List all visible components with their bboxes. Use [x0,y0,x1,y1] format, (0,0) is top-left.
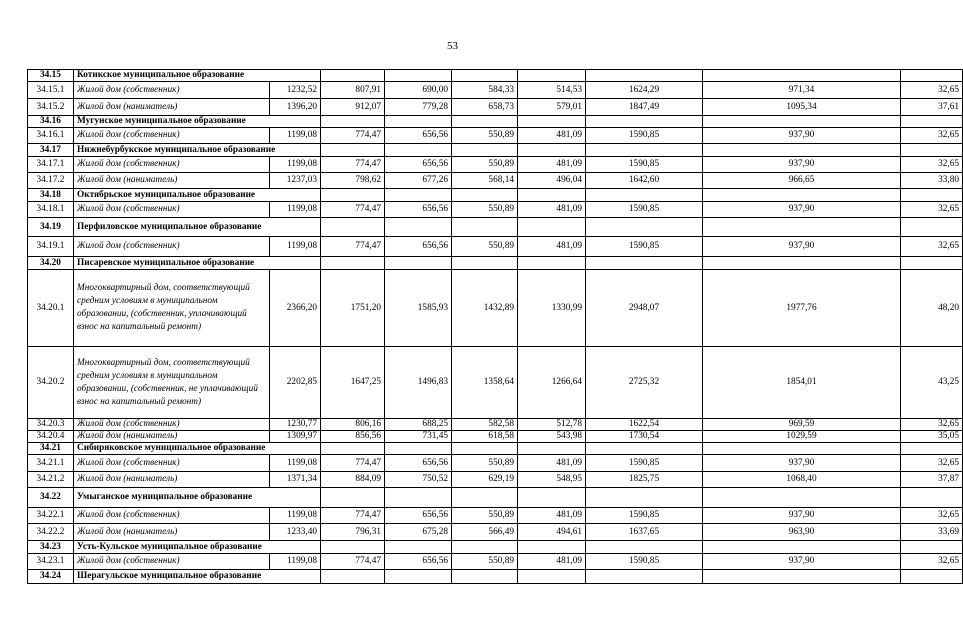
row-code: 34.20.4 [28,431,74,443]
value-cell: 912,07 [321,99,385,116]
table-row [28,508,963,524]
empty-cell [901,70,963,82]
section-title: Перфиловское муниципальное образование [74,218,321,237]
row-code: 34.15.1 [28,82,74,99]
value-cell: 1232,52 [270,82,321,99]
row-code: 34.19.1 [28,237,74,257]
value-cell: 963,90 [703,524,901,541]
value-cell: 37,87 [901,472,963,488]
empty-cell [586,116,703,128]
value-cell: 774,47 [321,128,385,144]
value-cell: 1730,54 [586,431,703,443]
empty-cell [321,70,385,82]
empty-cell [518,257,586,270]
empty-cell [321,189,385,202]
value-cell: 1590,85 [586,455,703,472]
table-row [28,524,963,541]
empty-cell [452,70,518,82]
value-cell: 550,89 [452,237,518,257]
value-cell: 35,05 [901,431,963,443]
table-body [28,70,963,584]
value-cell: 496,04 [518,173,586,189]
value-cell: 779,28 [385,99,452,116]
value-cell: 1095,34 [703,99,901,116]
row-code: 34.23.1 [28,554,74,570]
value-cell: 1642,60 [586,173,703,189]
table-row [28,128,963,144]
section-title: Нижнебурбукское муниципальное образование [74,144,321,157]
section-title: Мугунское муниципальное образование [74,116,321,128]
value-cell: 937,90 [703,237,901,257]
empty-cell [385,70,452,82]
section-row [28,570,963,584]
row-description: Жилой дом (наниматель) [74,431,270,443]
value-cell: 494,61 [518,524,586,541]
empty-cell [321,541,385,554]
row-description: Жилой дом (собственник) [74,419,270,431]
value-cell: 481,09 [518,157,586,173]
empty-cell [321,218,385,237]
empty-cell [518,189,586,202]
empty-cell [901,488,963,508]
value-cell: 1199,08 [270,508,321,524]
value-cell: 675,28 [385,524,452,541]
value-cell: 1854,01 [703,347,901,419]
value-cell: 1637,65 [586,524,703,541]
empty-cell [385,488,452,508]
row-code: 34.21.1 [28,455,74,472]
empty-cell [385,144,452,157]
empty-cell [452,144,518,157]
empty-cell [452,257,518,270]
empty-cell [703,70,901,82]
value-cell: 774,47 [321,455,385,472]
value-cell: 806,16 [321,419,385,431]
value-cell: 514,53 [518,82,586,99]
row-code: 34.16.1 [28,128,74,144]
empty-cell [901,257,963,270]
value-cell: 658,73 [452,99,518,116]
section-code: 34.21 [28,443,74,455]
row-description: Жилой дом (собственник) [74,128,270,144]
empty-cell [321,257,385,270]
value-cell: 543,98 [518,431,586,443]
table-row [28,431,963,443]
value-cell: 481,09 [518,237,586,257]
value-cell: 1237,03 [270,173,321,189]
row-code: 34.22.2 [28,524,74,541]
value-cell: 1825,75 [586,472,703,488]
row-description: Многоквартирный дом, соответствующий средним условиям в муниципальном образовании, (собственник, не уплачивающий взнос на капитальный ремонт) [74,347,270,419]
value-cell: 550,89 [452,128,518,144]
table-row [28,270,963,347]
section-row [28,144,963,157]
empty-cell [586,70,703,82]
value-cell: 937,90 [703,508,901,524]
value-cell: 656,56 [385,237,452,257]
table-row [28,419,963,431]
value-cell: 1230,77 [270,419,321,431]
value-cell: 1199,08 [270,128,321,144]
table-row [28,82,963,99]
section-code: 34.18 [28,189,74,202]
section-code: 34.20 [28,257,74,270]
row-code: 34.15.2 [28,99,74,116]
empty-cell [321,443,385,455]
value-cell: 33,69 [901,524,963,541]
value-cell: 774,47 [321,202,385,218]
empty-cell [586,189,703,202]
empty-cell [703,443,901,455]
empty-cell [586,443,703,455]
value-cell: 937,90 [703,202,901,218]
section-row [28,70,963,82]
section-row [28,257,963,270]
empty-cell [518,70,586,82]
value-cell: 32,65 [901,419,963,431]
value-cell: 32,65 [901,237,963,257]
section-code: 34.16 [28,116,74,128]
empty-cell [586,541,703,554]
section-title: Писаревское муниципальное образование [74,257,321,270]
table-row [28,157,963,173]
row-code: 34.22.1 [28,508,74,524]
empty-cell [518,116,586,128]
empty-cell [385,189,452,202]
value-cell: 548,95 [518,472,586,488]
value-cell: 1068,40 [703,472,901,488]
value-cell: 798,62 [321,173,385,189]
row-description: Жилой дом (собственник) [74,202,270,218]
value-cell: 796,31 [321,524,385,541]
value-cell: 481,09 [518,455,586,472]
value-cell: 32,65 [901,157,963,173]
value-cell: 37,61 [901,99,963,116]
value-cell: 1199,08 [270,202,321,218]
empty-cell [452,541,518,554]
empty-cell [518,570,586,584]
empty-cell [703,488,901,508]
value-cell: 1647,25 [321,347,385,419]
empty-cell [703,116,901,128]
value-cell: 2948,07 [586,270,703,347]
value-cell: 1309,97 [270,431,321,443]
empty-cell [518,144,586,157]
value-cell: 966,65 [703,173,901,189]
row-code: 34.17.2 [28,173,74,189]
value-cell: 1496,83 [385,347,452,419]
value-cell: 1199,08 [270,455,321,472]
section-row [28,116,963,128]
value-cell: 32,65 [901,455,963,472]
value-cell: 550,89 [452,157,518,173]
value-cell: 32,65 [901,202,963,218]
value-cell: 1358,64 [452,347,518,419]
section-row [28,218,963,237]
empty-cell [518,443,586,455]
row-code: 34.20.2 [28,347,74,419]
empty-cell [586,218,703,237]
value-cell: 1199,08 [270,554,321,570]
row-description: Жилой дом (собственник) [74,455,270,472]
value-cell: 937,90 [703,128,901,144]
section-title: Октябрьское муниципальное образование [74,189,321,202]
value-cell: 690,00 [385,82,452,99]
table-row [28,455,963,472]
section-title: Котикское муниципальное образование [74,70,321,82]
value-cell: 1330,99 [518,270,586,347]
value-cell: 774,47 [321,508,385,524]
value-cell: 774,47 [321,157,385,173]
empty-cell [703,144,901,157]
value-cell: 1233,40 [270,524,321,541]
empty-cell [385,116,452,128]
table-row [28,173,963,189]
value-cell: 1199,08 [270,237,321,257]
empty-cell [901,144,963,157]
value-cell: 582,58 [452,419,518,431]
value-cell: 656,56 [385,508,452,524]
value-cell: 1266,64 [518,347,586,419]
value-cell: 750,52 [385,472,452,488]
value-cell: 32,65 [901,82,963,99]
section-code: 34.24 [28,570,74,584]
empty-cell [452,218,518,237]
value-cell: 856,56 [321,431,385,443]
section-title: Сибиряковское муниципальное образование [74,443,321,455]
row-description: Жилой дом (собственник) [74,508,270,524]
empty-cell [518,541,586,554]
row-description: Жилой дом (наниматель) [74,99,270,116]
value-cell: 1590,85 [586,237,703,257]
empty-cell [321,116,385,128]
row-description: Многоквартирный дом, соответствующий средним условиям в муниципальном образовании, (собственник, уплачивающий взнос на капитальный ремонт) [74,270,270,347]
value-cell: 32,65 [901,508,963,524]
empty-cell [385,570,452,584]
value-cell: 656,56 [385,128,452,144]
value-cell: 884,09 [321,472,385,488]
empty-cell [385,218,452,237]
empty-cell [703,218,901,237]
value-cell: 618,58 [452,431,518,443]
value-cell: 481,09 [518,128,586,144]
empty-cell [586,257,703,270]
value-cell: 48,20 [901,270,963,347]
value-cell: 1432,89 [452,270,518,347]
row-code: 34.17.1 [28,157,74,173]
value-cell: 2202,85 [270,347,321,419]
empty-cell [452,570,518,584]
empty-cell [452,488,518,508]
section-title: Шерагульское муниципальное образование [74,570,321,584]
value-cell: 481,09 [518,554,586,570]
value-cell: 1199,08 [270,157,321,173]
section-row [28,541,963,554]
value-cell: 774,47 [321,237,385,257]
empty-cell [586,570,703,584]
empty-cell [321,570,385,584]
row-description: Жилой дом (собственник) [74,554,270,570]
value-cell: 969,59 [703,419,901,431]
empty-cell [703,570,901,584]
value-cell: 566,49 [452,524,518,541]
value-cell: 481,09 [518,508,586,524]
value-cell: 1029,59 [703,431,901,443]
value-cell: 971,34 [703,82,901,99]
empty-cell [901,116,963,128]
table-row [28,472,963,488]
value-cell: 656,56 [385,202,452,218]
value-cell: 807,91 [321,82,385,99]
empty-cell [901,541,963,554]
value-cell: 1847,49 [586,99,703,116]
value-cell: 656,56 [385,554,452,570]
table-row [28,99,963,116]
value-cell: 1396,20 [270,99,321,116]
value-cell: 1624,29 [586,82,703,99]
section-row [28,189,963,202]
value-cell: 550,89 [452,554,518,570]
empty-cell [452,189,518,202]
value-cell: 481,09 [518,202,586,218]
value-cell: 774,47 [321,554,385,570]
section-row [28,488,963,508]
value-cell: 656,56 [385,157,452,173]
row-description: Жилой дом (собственник) [74,157,270,173]
empty-cell [385,541,452,554]
value-cell: 568,14 [452,173,518,189]
value-cell: 2366,20 [270,270,321,347]
section-title: Усть-Кульское муниципальное образование [74,541,321,554]
empty-cell [452,443,518,455]
row-description: Жилой дом (собственник) [74,237,270,257]
empty-cell [518,488,586,508]
value-cell: 731,45 [385,431,452,443]
tariff-table [27,69,963,584]
value-cell: 2725,32 [586,347,703,419]
value-cell: 579,01 [518,99,586,116]
value-cell: 550,89 [452,508,518,524]
value-cell: 32,65 [901,554,963,570]
value-cell: 1590,85 [586,157,703,173]
section-code: 34.19 [28,218,74,237]
table-row [28,554,963,570]
value-cell: 550,89 [452,455,518,472]
value-cell: 688,25 [385,419,452,431]
empty-cell [703,541,901,554]
section-title: Умыганское муниципальное образование [74,488,321,508]
value-cell: 937,90 [703,157,901,173]
row-description: Жилой дом (наниматель) [74,524,270,541]
value-cell: 937,90 [703,455,901,472]
empty-cell [586,488,703,508]
empty-cell [586,144,703,157]
empty-cell [901,443,963,455]
section-row [28,443,963,455]
value-cell: 43,25 [901,347,963,419]
section-code: 34.15 [28,70,74,82]
value-cell: 1751,20 [321,270,385,347]
value-cell: 937,90 [703,554,901,570]
empty-cell [901,570,963,584]
row-code: 34.20.1 [28,270,74,347]
value-cell: 1590,85 [586,508,703,524]
row-code: 34.21.2 [28,472,74,488]
empty-cell [901,218,963,237]
value-cell: 1585,93 [385,270,452,347]
section-code: 34.23 [28,541,74,554]
value-cell: 629,19 [452,472,518,488]
value-cell: 512,78 [518,419,586,431]
row-description: Жилой дом (наниматель) [74,173,270,189]
table-row [28,202,963,218]
empty-cell [385,443,452,455]
empty-cell [901,189,963,202]
value-cell: 1371,34 [270,472,321,488]
row-description: Жилой дом (собственник) [74,82,270,99]
section-code: 34.22 [28,488,74,508]
table-row [28,237,963,257]
empty-cell [321,144,385,157]
value-cell: 1977,76 [703,270,901,347]
section-code: 34.17 [28,144,74,157]
empty-cell [385,257,452,270]
value-cell: 1590,85 [586,128,703,144]
value-cell: 1622,54 [586,419,703,431]
row-code: 34.20.3 [28,419,74,431]
row-description: Жилой дом (наниматель) [74,472,270,488]
page-number: 53 [447,40,458,52]
value-cell: 33,80 [901,173,963,189]
value-cell: 656,56 [385,455,452,472]
table-row [28,347,963,419]
empty-cell [703,257,901,270]
value-cell: 1590,85 [586,554,703,570]
value-cell: 677,26 [385,173,452,189]
empty-cell [321,488,385,508]
row-code: 34.18.1 [28,202,74,218]
empty-cell [518,218,586,237]
value-cell: 550,89 [452,202,518,218]
value-cell: 584,33 [452,82,518,99]
value-cell: 1590,85 [586,202,703,218]
empty-cell [452,116,518,128]
value-cell: 32,65 [901,128,963,144]
empty-cell [703,189,901,202]
